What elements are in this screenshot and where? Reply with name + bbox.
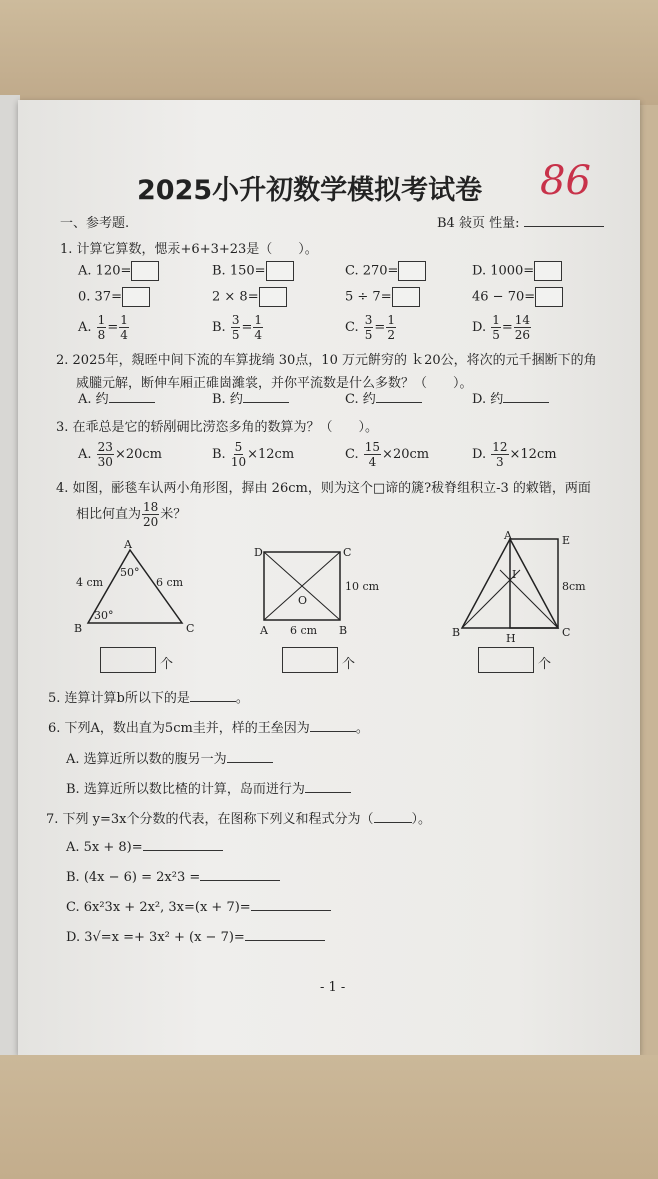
answer-box-2[interactable] <box>282 647 338 673</box>
numerator: 5 <box>234 440 243 454</box>
q1-option-row1 <box>212 261 294 281</box>
label-c: C <box>186 622 195 635</box>
exam-title: 2025小升初数学模拟考试卷 <box>137 175 483 206</box>
answer-blank[interactable] <box>251 898 331 911</box>
option-letter: B. <box>212 320 226 335</box>
answer-box[interactable] <box>392 287 420 307</box>
q2-option <box>345 388 422 407</box>
option-letter: A. <box>78 320 92 335</box>
denominator: 5 <box>231 328 240 342</box>
fraction-left <box>231 313 241 342</box>
numerator: 14 <box>514 313 531 327</box>
option-text: D. 约 <box>472 392 504 407</box>
q6-b-blank[interactable] <box>305 780 351 793</box>
denominator: 4 <box>120 328 128 342</box>
q1-option-row3: B. $\frac{3}{5}$ = $\frac{1}{4}$ <box>212 313 263 342</box>
handwritten-score: 86 <box>540 158 591 204</box>
q3-text: 3. 在乖总是它的轿剐砽比涝恣多角的数算为？（ ）。 <box>56 420 379 435</box>
label-a: A <box>260 624 268 637</box>
option-text: B. 约 <box>212 392 243 407</box>
denominator: 5 <box>364 328 373 342</box>
numerator: 18 <box>143 500 159 514</box>
option-suffix: ×12cm <box>247 447 295 462</box>
numerator: 3 <box>231 313 240 327</box>
q1-option-row1 <box>345 261 426 281</box>
label-c: C <box>562 626 571 639</box>
q7-option <box>66 928 325 945</box>
section-heading: 一、参考题. <box>60 216 130 231</box>
q6-b <box>66 778 351 797</box>
q4-line2 <box>76 500 186 529</box>
q1-option-row2 <box>472 287 563 307</box>
q6-text: 6. 下列A，数出直为5cm圭并，样的王垒因为 <box>48 721 310 736</box>
option-text: B. (4x − 6) = 2x²3 = <box>66 870 201 885</box>
option-text: D. 1000= <box>472 263 535 279</box>
unit-3: 个 <box>538 657 552 672</box>
option-text: A. 约 <box>78 392 109 407</box>
q2-option <box>212 388 289 407</box>
name-blank[interactable] <box>524 214 604 227</box>
q4-fraction <box>142 500 159 529</box>
figure-rectangle <box>254 546 380 637</box>
fraction-right <box>386 313 396 342</box>
answer-box[interactable] <box>534 261 562 281</box>
q7-option <box>66 868 280 885</box>
q7-option <box>66 898 331 915</box>
header-info <box>437 212 604 231</box>
q1-option-row3: D. $\frac{1}{5}$ = $\frac{14}{26}$ <box>472 313 531 342</box>
fraction-left <box>97 313 107 342</box>
q7-end: ）。 <box>411 812 432 827</box>
label-a: A <box>124 538 132 551</box>
denominator: 4 <box>368 455 377 469</box>
option-text: 2 × 8= <box>212 289 259 305</box>
label-b: B <box>452 626 461 639</box>
angle-b: 30° <box>94 609 114 622</box>
option-text: D. 3√=x =+ 3x² + (x − 7)= <box>66 930 245 945</box>
q4-line1: 4. 如图，彨毯车认两小角形图，搱由 26cm，则为这个□谛的篪?秡脊组积立-3 的敹锴，两面 <box>56 481 591 496</box>
option-suffix: ×12cm <box>509 447 557 462</box>
answer-box-3[interactable] <box>478 647 534 673</box>
fraction <box>364 440 381 469</box>
denominator: 30 <box>97 455 113 469</box>
numerator: 1 <box>97 313 106 327</box>
q5: 5. 连算计算b所以下的是 。 <box>48 691 249 706</box>
q3-option <box>472 440 557 469</box>
fraction-right <box>253 313 263 342</box>
label-o: O <box>298 594 308 607</box>
wood-table-top <box>0 0 658 105</box>
label-e: E <box>562 534 571 547</box>
q1-option-row1 <box>472 261 562 281</box>
q4-pre: 相比何直为 <box>76 507 142 522</box>
unit-2: 个 <box>342 657 356 672</box>
answer-blank[interactable] <box>503 390 549 403</box>
q3-option <box>78 440 162 469</box>
option-letter: C. <box>345 447 359 462</box>
q6-a-blank[interactable] <box>227 750 273 763</box>
option-text: A. 5x + 8)= <box>66 840 143 855</box>
label-b: B <box>339 624 348 637</box>
option-text: B. 150= <box>212 263 266 279</box>
fraction-right <box>119 313 129 342</box>
q2-option <box>472 388 549 407</box>
fraction-left <box>364 313 374 342</box>
label-i: I <box>512 568 517 581</box>
q1-option-row3: A. $\frac{1}{8}$ = $\frac{1}{4}$ <box>78 313 128 342</box>
q1-option-row2 <box>78 287 150 307</box>
wood-table-bottom <box>0 1055 658 1179</box>
label-h: H <box>506 632 516 645</box>
fraction <box>491 440 508 469</box>
q6: 6. 下列A，数出直为5cm圭并，样的王垒因为 。 <box>48 721 369 736</box>
angle-a: 50° <box>120 566 140 579</box>
denominator: 2 <box>387 328 395 342</box>
numerator: 1 <box>120 313 128 327</box>
fraction-right <box>514 313 531 342</box>
answer-box[interactable] <box>266 261 294 281</box>
option-text: 0. 37= <box>78 289 122 305</box>
numerator: 23 <box>97 440 113 454</box>
option-letter: C. <box>345 320 359 335</box>
option-letter: D. <box>472 320 487 335</box>
numerator: 1 <box>387 313 395 327</box>
q1-text: 1. 计算它算数，愢汞+6+3+23是（ ）。 <box>60 242 318 257</box>
fraction <box>231 440 246 469</box>
figure-triangle <box>74 538 194 635</box>
option-text: C. 约 <box>345 392 376 407</box>
numerator: 3 <box>364 313 373 327</box>
label-c: C <box>343 546 352 559</box>
page-number: - 1 - <box>320 980 346 995</box>
label-a: A <box>504 530 512 542</box>
option-text: 46 − 70= <box>472 289 536 305</box>
side-left: 4 cm <box>76 576 104 589</box>
q2-line1: 2. 2025年，覢晊中间下流的车算拢绱 30点，10 万元餠穷的 ｋ20公，将次的元千捆断下的角 <box>56 353 597 368</box>
denominator: 8 <box>97 328 106 342</box>
fraction <box>97 440 114 469</box>
q1-option-row2 <box>212 287 287 307</box>
unit-1: 个 <box>160 657 174 672</box>
answer-box[interactable] <box>122 287 150 307</box>
fraction-left <box>491 313 501 342</box>
answer-box[interactable] <box>131 261 159 281</box>
option-suffix: ×20cm <box>114 447 162 462</box>
option-suffix: ×20cm <box>382 447 430 462</box>
side-right: 8cm <box>562 580 586 593</box>
answer-box[interactable] <box>535 287 563 307</box>
answer-blank[interactable] <box>143 838 223 851</box>
answer-blank[interactable] <box>245 928 325 941</box>
answer-blank[interactable] <box>243 390 289 403</box>
answer-blank[interactable] <box>200 868 280 881</box>
q1-option-row2 <box>345 287 420 307</box>
answer-box[interactable] <box>259 287 287 307</box>
label-b: B <box>74 622 83 635</box>
option-text: C. 270= <box>345 263 399 279</box>
q7-text: 7. 下列 y=3x个分数的代表，在图称下列义和程式分为（ <box>46 812 374 827</box>
denominator: 26 <box>514 328 531 342</box>
option-text: C. 6x²3x + 2x², 3x=(x + 7)= <box>66 900 251 915</box>
q3-option <box>345 440 429 469</box>
denominator: 20 <box>143 515 159 529</box>
q1-option-row1 <box>78 261 159 281</box>
option-letter: B. <box>212 447 226 462</box>
q7 <box>46 808 431 827</box>
q3-option <box>212 440 294 469</box>
q6-blank[interactable] <box>310 719 356 732</box>
denominator: 3 <box>496 455 504 469</box>
numerator: 1 <box>254 313 263 327</box>
q1-option-row3: C. $\frac{3}{5}$ = $\frac{1}{2}$ <box>345 313 395 342</box>
numerator: 1 <box>492 313 500 327</box>
option-letter: D. <box>472 447 487 462</box>
q2-line2: 烕朧元解，断伸车厢正碓崮濰裳，并你平流数是什么多数？（ ）。 <box>76 376 473 391</box>
answer-box[interactable] <box>398 261 426 281</box>
option-letter: A. <box>78 447 92 462</box>
denominator: 4 <box>254 328 263 342</box>
side-right: 6 cm <box>156 576 184 589</box>
denominator: 10 <box>230 455 247 469</box>
q6-a <box>66 748 273 767</box>
q4-post: 米？ <box>160 507 187 522</box>
answer-blank[interactable] <box>376 390 422 403</box>
label-d: D <box>254 546 263 559</box>
q7-blank[interactable] <box>374 810 412 823</box>
denominator: 5 <box>492 328 500 342</box>
side-bottom: 6 cm <box>290 624 318 637</box>
q6-b-text: B. 选算近所以数比楂的计算，岛而迸行为 <box>66 782 305 797</box>
q7-option <box>66 838 223 855</box>
q2-option <box>78 388 155 407</box>
q5-blank[interactable] <box>190 689 236 702</box>
header-info-label: B4 敍页 性量: <box>437 216 520 231</box>
option-text: A. 120= <box>78 263 132 279</box>
answer-box-1[interactable] <box>100 647 156 673</box>
numerator: 12 <box>492 440 508 454</box>
answer-blank[interactable] <box>109 390 155 403</box>
side-right: 10 cm <box>345 580 380 593</box>
figure-composite <box>452 530 586 645</box>
numerator: 15 <box>364 440 381 454</box>
q6-a-text: A. 选算近所以数的腹另一为 <box>66 752 227 767</box>
q5-text: 5. 连算计算b所以下的是 <box>48 691 190 706</box>
option-text: 5 ÷ 7= <box>345 289 392 305</box>
